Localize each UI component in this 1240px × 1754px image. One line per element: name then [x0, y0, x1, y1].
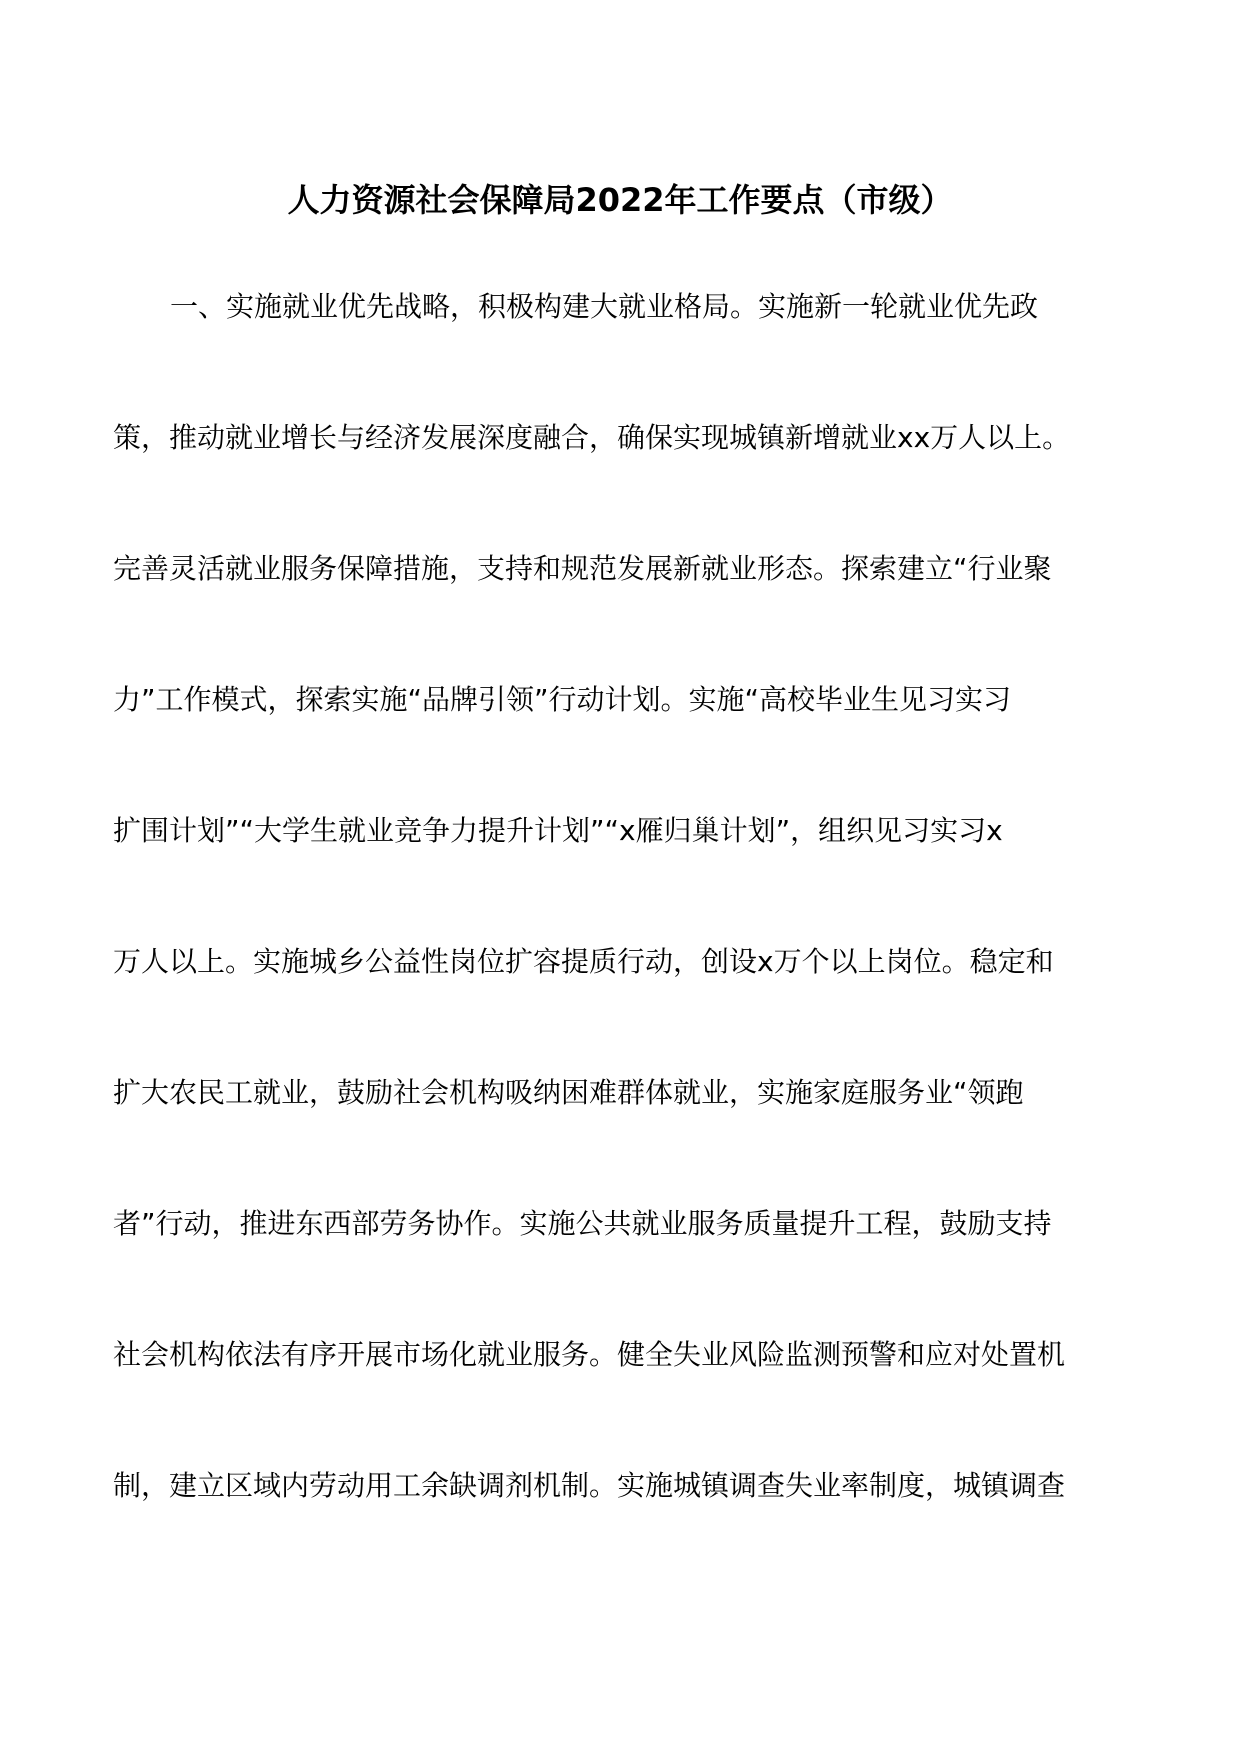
paragraph-line: 力”工作模式，探索实施“品牌引领”行动计划。实施“高校毕业生见习实习	[113, 683, 1012, 716]
paragraph-line: 一、实施就业优先战略，积极构建大就业格局。实施新一轮就业优先政	[170, 290, 1039, 323]
paragraph-line: 完善灵活就业服务保障措施，支持和规范发展新就业形态。探索建立“行业聚	[113, 552, 1052, 585]
paragraph-line: 扩大农民工就业，鼓励社会机构吸纳困难群体就业，实施家庭服务业“领跑	[113, 1076, 1024, 1109]
paragraph-line: 制，建立区域内劳动用工余缺调剂机制。实施城镇调查失业率制度，城镇调查	[113, 1469, 1066, 1502]
paragraph-line: 策，推动就业增长与经济发展深度融合，确保实现城镇新增就业xx万人以上。	[113, 421, 1071, 454]
document-body	[113, 282, 1133, 1592]
paragraph-line: 社会机构依法有序开展市场化就业服务。健全失业风险监测预警和应对处置机	[113, 1338, 1066, 1371]
document-title: 人力资源社会保障局2022年工作要点（市级）	[287, 181, 953, 219]
paragraph-line: 扩围计划”“大学生就业竞争力提升计划”“x雁归巢计划”，组织见习实习x	[113, 814, 1003, 847]
paragraph-line: 万人以上。实施城乡公益性岗位扩容提质行动，创设x万个以上岗位。稳定和	[113, 945, 1054, 978]
paragraph-line: 者”行动，推进东西部劳务协作。实施公共就业服务质量提升工程，鼓励支持	[113, 1207, 1052, 1240]
